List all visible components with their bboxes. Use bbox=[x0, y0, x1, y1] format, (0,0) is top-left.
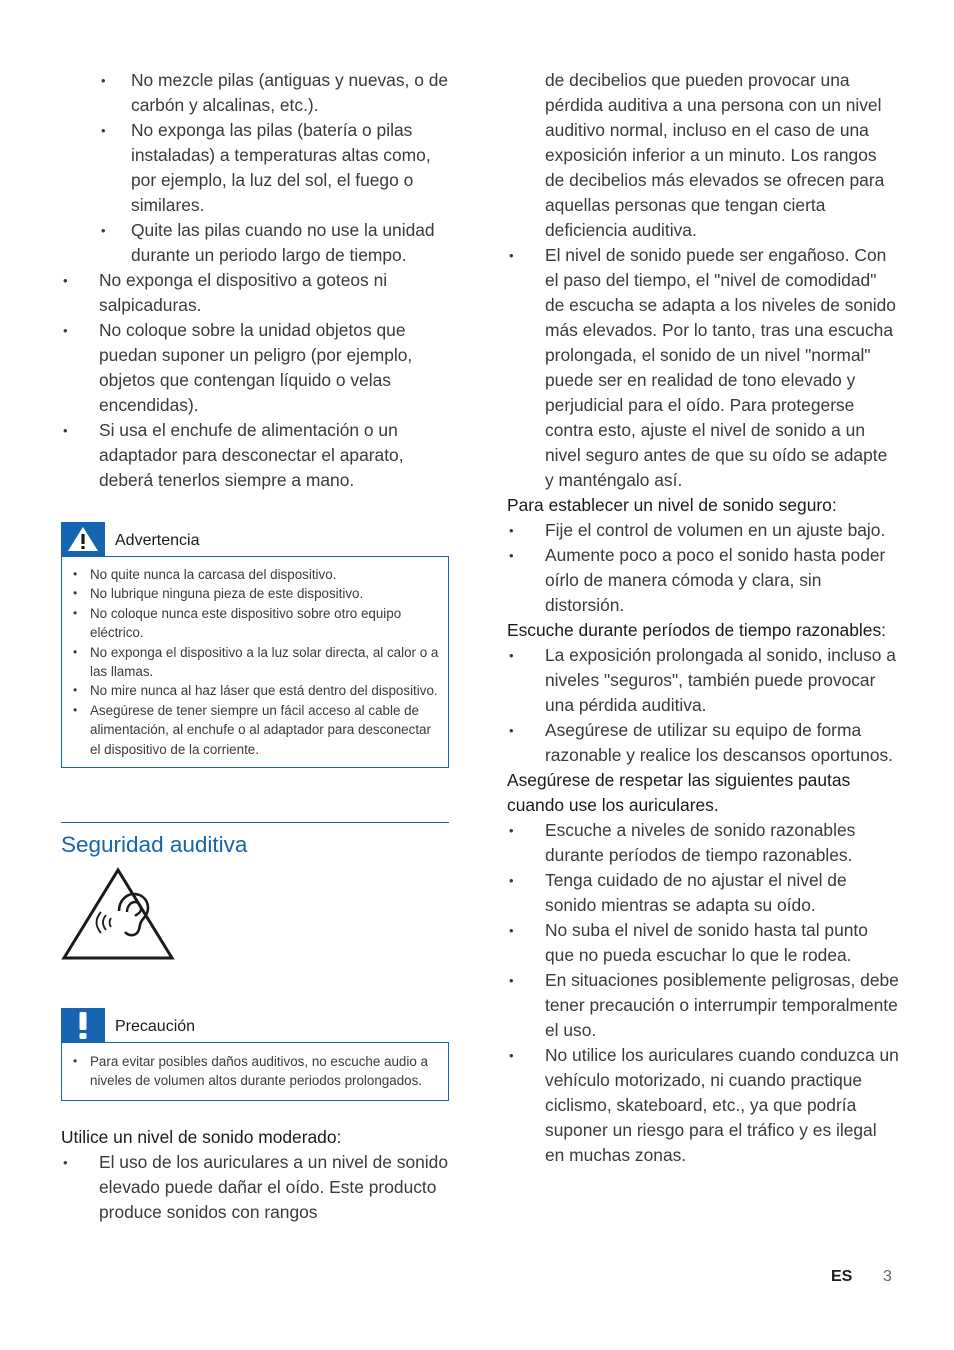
caution-box bbox=[61, 1042, 449, 1101]
list-item: • No suba el nivel de sonido hasta tal punto que no pueda escuchar lo que le rodea. bbox=[507, 918, 899, 968]
list-item: • Tenga cuidado de no ajustar el nivel de sonido mientras se adapta su oído. bbox=[507, 868, 899, 918]
list-item: • Asegúrese de utilizar su equipo de forma razonable y realice los descansos oportunos. bbox=[507, 718, 899, 768]
time-list bbox=[507, 643, 899, 768]
list-item: • No coloque nunca este dispositivo sobre otro equipo eléctrico. bbox=[70, 604, 442, 643]
list-item: • Para evitar posibles daños auditivos, no escuche audio a niveles de volumen altos durante periodos prolongados. bbox=[70, 1052, 442, 1091]
list-item: • No mezcle pilas (antiguas y nuevas, o de carbón y alcalinas, etc.). bbox=[61, 68, 449, 118]
language-code: ES bbox=[831, 1268, 853, 1285]
list-item: • Fije el control de volumen en un ajuste bajo. bbox=[507, 518, 899, 543]
list-item: • No exponga las pilas (batería o pilas instaladas) a temperaturas altas como, por ejemplo, la luz del sol, el fuego o similares. bbox=[61, 118, 449, 218]
right-column bbox=[507, 68, 899, 1168]
list-item: • No coloque sobre la unidad objetos que puedan suponer un peligro (por ejemplo, objetos que contengan líquido o velas encendidas). bbox=[61, 318, 449, 418]
deceptive-level-list bbox=[507, 243, 899, 493]
guidelines-list bbox=[507, 818, 899, 1168]
list-item: • La exposición prolongada al sonido, incluso a niveles "seguros", también puede provocar una pérdida auditiva. bbox=[507, 643, 899, 718]
left-column bbox=[61, 68, 449, 1225]
warning-header bbox=[61, 522, 449, 556]
list-item: • Aumente poco a poco el sonido hasta poder oírlo de manera cómoda y clara, sin distorsión. bbox=[507, 543, 899, 618]
list-item: • El uso de los auriculares a un nivel de sonido elevado puede dañar el oído. Este producto produce sonidos con rangos bbox=[61, 1150, 449, 1225]
battery-sub-list bbox=[61, 68, 449, 268]
moderate-list bbox=[61, 1150, 449, 1225]
hearing-warning-icon bbox=[61, 867, 175, 963]
list-item: • El nivel de sonido puede ser engañoso. Con el paso del tiempo, el "nivel de comodidad" de escucha se adapta a los niveles de sonido más elevados. Por lo tanto, tras una escucha prolongada, el sonido de un nivel "normal" puede ser en realidad de tono elevado y perjudicial para el oído. Para protegerse contra esto, ajuste el nivel de sonido a un nivel seguro antes de que su oído se adapte y manténgalo así. bbox=[507, 243, 899, 493]
list-item: • Asegúrese de tener siempre un fácil acceso al cable de alimentación, al enchufe o al adaptador para desconectar el dispositivo de la corriente. bbox=[70, 701, 442, 759]
list-item: • No lubrique ninguna pieza de este dispositivo. bbox=[70, 584, 442, 603]
paragraph: de decibelios que pueden provocar una pérdida auditiva a una persona con un nivel auditivo normal, incluso en el caso de una exposición inferior a un minuto. Los rangos de decibelios más elevados se ofrecen para aquellas personas que tengan cierta deficiencia auditiva. bbox=[545, 70, 885, 240]
warning-triangle-icon bbox=[61, 522, 105, 556]
warning-title: Advertencia bbox=[115, 532, 200, 549]
list-item: • Quite las pilas cuando no use la unidad durante un periodo largo de tiempo. bbox=[61, 218, 449, 268]
section-divider bbox=[61, 822, 449, 823]
continuation-text bbox=[507, 68, 899, 243]
list-item: • No exponga el dispositivo a goteos ni salpicaduras. bbox=[61, 268, 449, 318]
section-title: Seguridad auditiva bbox=[61, 832, 248, 858]
safety-list bbox=[61, 268, 449, 493]
list-item: • No quite nunca la carcasa del dispositivo. bbox=[70, 565, 442, 584]
exclamation-icon bbox=[61, 1008, 105, 1042]
moderate-heading: Utilice un nivel de sonido moderado: bbox=[61, 1126, 342, 1147]
safe-level-list bbox=[507, 518, 899, 618]
guidelines-heading: Asegúrese de respetar las siguientes pautas cuando use los auriculares. bbox=[507, 770, 851, 815]
list-item: • En situaciones posiblemente peligrosas, debe tener precaución o interrumpir temporalmente el uso. bbox=[507, 968, 899, 1043]
caution-header bbox=[61, 1008, 449, 1042]
list-item: • Si usa el enchufe de alimentación o un adaptador para desconectar el aparato, deberá tenerlos siempre a mano. bbox=[61, 418, 449, 493]
caution-title: Precaución bbox=[115, 1018, 196, 1036]
list-item: • No mire nunca al haz láser que está dentro del dispositivo. bbox=[70, 681, 442, 700]
list-item: • No exponga el dispositivo a la luz solar directa, al calor o a las llamas. bbox=[70, 643, 442, 682]
list-item: • No utilice los auriculares cuando conduzca un vehículo motorizado, ni cuando practique ciclismo, skateboard, etc., ya que podría suponer un riesgo para el tráfico y es ilegal en muchas zonas. bbox=[507, 1043, 899, 1168]
page-number: 3 bbox=[883, 1268, 892, 1285]
safe-level-heading: Para establecer un nivel de sonido seguro: bbox=[507, 495, 837, 515]
list-item: • Escuche a niveles de sonido razonables durante períodos de tiempo razonables. bbox=[507, 818, 899, 868]
warning-box bbox=[61, 556, 449, 768]
time-heading: Escuche durante períodos de tiempo razonables: bbox=[507, 620, 886, 640]
